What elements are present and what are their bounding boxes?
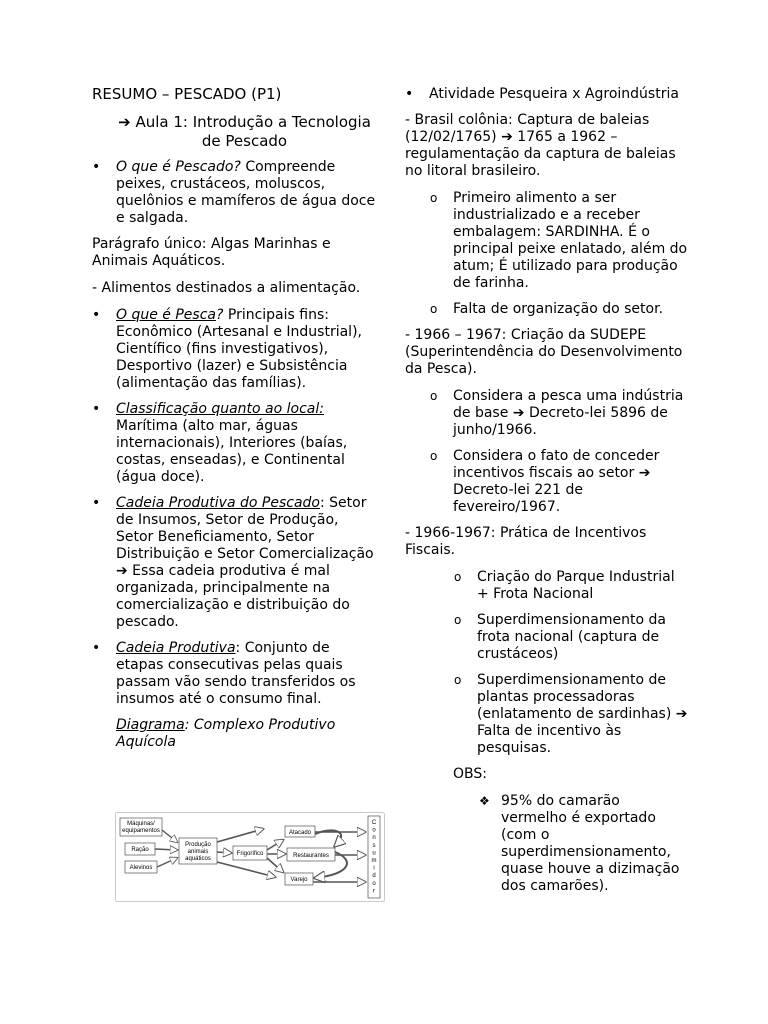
- diagram-label-restaurantes: Restaurantes: [293, 853, 329, 859]
- consumidor-letter: C: [371, 820, 377, 826]
- diagram-label-maquinas: Máquinas/: [127, 821, 155, 827]
- diagram-label-aquaticos: aquáticos: [185, 856, 211, 862]
- paragraph: - Brasil colônia: Captura de baleias (12/02/1765) ➔ 1765 a 1962 – regulamentação da captura de baleias no litoral brasileiro.: [405, 112, 676, 179]
- consumidor-letter: o: [372, 880, 376, 887]
- paragraph: - 1966 – 1967: Criação da SUDEPE (Superintendência do Desenvolvimento da Pesca).: [405, 327, 683, 377]
- consumidor-letter: u: [372, 850, 376, 857]
- list-item: o Primeiro alimento a ser industrializado e a receber embalagem: SARDINHA. É o principal peixe enlatado, além do atum; É utilizado para produção de farinha.: [430, 190, 688, 291]
- diagram-label-racao: Ração: [131, 847, 149, 853]
- circle-bullet-icon: o: [454, 673, 462, 687]
- bullet-icon: •: [92, 495, 101, 511]
- list-item: o Superdimensionamento da frota nacional (captura de crustáceos): [454, 612, 666, 662]
- bullet-icon: •: [92, 401, 101, 417]
- circle-bullet-icon: o: [430, 302, 438, 316]
- consumidor-letter: m: [371, 858, 377, 864]
- bullet-icon: •: [405, 86, 414, 102]
- list-item: o Considera o fato de conceder incentivos fiscais ao setor ➔ Decreto-lei 221 de fevereiro/1967.: [430, 448, 660, 515]
- list-item: o Superdimensionamento de plantas processadoras (enlatamento de sardinhas) ➔ Falta de incentivo às pesquisas.: [454, 672, 688, 756]
- document-title: RESUMO – PESCADO (P1): [92, 85, 282, 103]
- circle-bullet-icon: o: [454, 570, 462, 584]
- list-item: • O que é Pesca? Principais fins: Econômico (Artesanal e Industrial), Científico (fins investigativos), Desportivo (lazer) e Subsistência (alimentação das famílias).: [92, 307, 362, 391]
- list-item: o Considera a pesca uma indústria de base ➔ Decreto-lei 5896 de junho/1966.: [430, 388, 684, 438]
- bullet-icon: •: [92, 307, 101, 323]
- list-item: • Cadeia Produtiva do Pescado: Setor de Insumos, Setor de Produção, Setor Beneficiamento, Setor Distribuição e Setor Comercialização ➔ Essa cadeia produtiva é mal organizada, principalmente na comercialização e distribuição do pescado.: [92, 495, 374, 630]
- paragraph: Parágrafo único: Algas Marinhas e Animais Aquáticos.: [92, 236, 331, 269]
- list-item: ❖ 95% do camarão vermelho é exportado (com o superdimensionamento, quase houve a dizimação dos camarões).: [479, 793, 680, 894]
- circle-bullet-icon: o: [430, 449, 438, 463]
- diagram-label-atacado: Atacado: [288, 830, 312, 836]
- consumidor-letter: r: [373, 888, 375, 895]
- right-column: [405, 86, 690, 904]
- list-item: o Falta de organização do setor.: [430, 301, 664, 317]
- consumidor-letter: s: [372, 842, 376, 849]
- list-item: • Cadeia Produtiva: Conjunto de etapas consecutivas pelas quais passam vão sendo transferidos os insumos até o consumo final.: [92, 640, 356, 707]
- paragraph: - Alimentos destinados a alimentação.: [92, 280, 361, 296]
- consumidor-letter: o: [372, 827, 376, 834]
- list-item: • Classificação quanto ao local: Marítima (alto mar, águas internacionais), Interiores (baías, costas, enseadas), e Continental (água doce).: [92, 401, 348, 485]
- bullet-icon: •: [92, 159, 101, 175]
- lesson-subtitle: ➔ Aula 1: Introdução a Tecnologia de Pescado: [118, 113, 371, 150]
- consumidor-letter: n: [372, 835, 376, 842]
- consumidor-letter: d: [372, 873, 376, 880]
- bullet-icon: •: [92, 640, 101, 656]
- diagram-label-frigorifico: Frigorífico: [236, 851, 264, 857]
- diagram-caption: Diagrama: Complexo Produtivo Aquícola: [116, 717, 336, 750]
- diagram-label-varejo: Varejo: [290, 877, 308, 883]
- diagram-label-alevinos: Alevinos: [129, 865, 153, 871]
- circle-bullet-icon: o: [454, 613, 462, 627]
- obs-label: OBS:: [453, 766, 487, 782]
- consumidor-letter: i: [373, 865, 375, 872]
- diagram-label-equipamentos: equipamentos: [122, 828, 160, 834]
- circle-bullet-icon: o: [430, 389, 438, 403]
- list-item: • Atividade Pesqueira x Agroindústria: [405, 86, 679, 102]
- list-item: • O que é Pescado? Compreende peixes, crustáceos, moluscos, quelônios e mamíferos de água doce e salgada.: [92, 159, 376, 226]
- diagram-label-producao: Produção: [185, 842, 211, 848]
- diamond-bullet-icon: ❖: [479, 794, 490, 808]
- circle-bullet-icon: o: [430, 191, 438, 205]
- list-item: o Criação do Parque Industrial + Frota Nacional: [454, 569, 675, 602]
- left-column: [92, 86, 377, 761]
- diagram-label-animais: animais: [187, 849, 209, 855]
- arrow-icon: ➔: [118, 113, 131, 131]
- paragraph: - 1966-1967: Prática de Incentivos Fiscais.: [405, 525, 647, 558]
- production-diagram: [115, 812, 385, 902]
